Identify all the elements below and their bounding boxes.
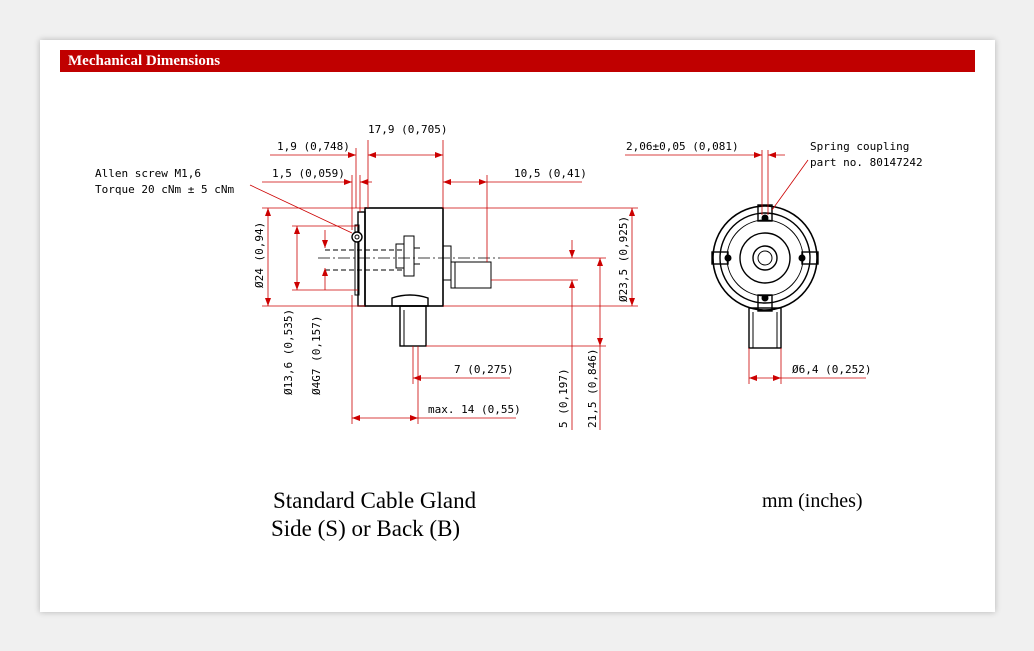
dim-label-10-5: 10,5 (0,41) [514,167,587,180]
dimensions-card [40,40,995,612]
dim-label-dia23-5: Ø23,5 (0,925) [617,215,630,302]
units-label: mm (inches) [762,490,863,512]
dim-label-2-06: 2,06±0,05 (0,081) [626,140,739,153]
dim-label-max14: max. 14 (0,55) [428,403,521,416]
dim-label-dia6-4: Ø6,4 (0,252) [792,363,872,376]
dim-label-dia4g7: Ø4G7 (0,157) [310,315,323,395]
dim-label-21-5: 21,5 (0,846) [586,348,599,428]
dim-label-dia24: Ø24 (0,94) [253,221,266,288]
front-view-arrows [749,152,781,381]
screw-note-line2: Torque 20 cNm ± 5 cNm [95,183,235,196]
screw-note-line1: Allen screw M1,6 [95,167,201,180]
dim-label-1-5: 1,5 (0,059) [272,167,345,180]
dim-label-1-9: 1,9 (0,748) [277,140,350,153]
dim-label-7: 7 (0,275) [454,363,514,376]
coupling-label-line2: part no. 80147242 [810,156,923,169]
coupling-label-line1: Spring coupling [810,140,910,153]
caption-gland-line2: Side (S) or Back (B) [271,516,461,541]
dim-label-dia13-6: Ø13,6 (0,535) [282,308,295,395]
front-view-dimension-lines [625,150,866,384]
section-header: Mechanical Dimensions [60,50,975,72]
front-view-encoder [712,205,818,348]
caption-gland-line1: Standard Cable Gland [273,488,477,513]
mechanical-drawing [40,40,995,612]
dim-label-17-9: 17,9 (0,705) [368,123,448,136]
dim-label-5: 5 (0,197) [557,368,570,428]
side-view-encoder [318,208,500,346]
